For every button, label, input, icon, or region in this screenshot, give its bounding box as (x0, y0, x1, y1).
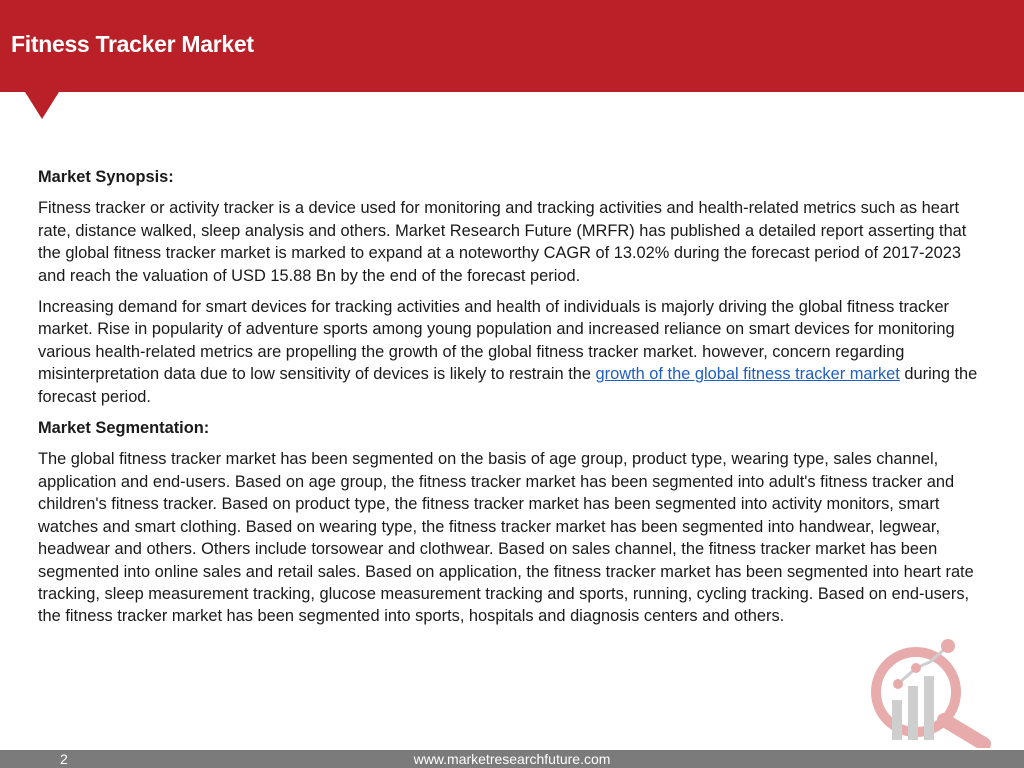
header-pointer (25, 92, 59, 119)
synopsis-paragraph-2 (38, 296, 988, 408)
synopsis-paragraph-2-end: during the forecast period. (38, 365, 978, 406)
growth-market-link[interactable]: growth of the global fitness tracker market (595, 365, 900, 384)
synopsis-paragraph-2-text: Increasing demand for smart devices for tracking activities and health of individuals is majorly driving the global fitness tracker market. Rise in popularity of adventure sports among young population and increased reliance on smart devices for monitoring various health-related metrics are propelling the growth of the global fitness tracker market. however, concern regarding misinterpretation data due to low sensitivity of devices is likely to restrain the (38, 298, 955, 384)
footer-bar (0, 750, 1024, 768)
footer-url: www.marketresearchfuture.com (413, 751, 611, 767)
synopsis-heading: Market Synopsis: (38, 168, 174, 186)
segmentation-heading: Market Segmentation: (38, 419, 210, 438)
synopsis-paragraph-1: Fitness tracker or activity tracker is a device used for monitoring and tracking activities and health-related metrics such as heart rate, distance walked, sleep analysis and others. Market Research Future (MRFR) has published a detailed report asserting that the global fitness tracker market is marked to expand at a noteworthy CAGR of 13.02% during the forecast period of 2017-2023 and reach the valuation of USD 15.88 Bn by the end of the forecast period. (38, 199, 967, 285)
page-number: 2 (60, 751, 68, 767)
main-content (38, 166, 988, 637)
header-bar (0, 0, 1024, 92)
page-title: Fitness Tracker Market (11, 31, 254, 57)
segmentation-paragraph: The global fitness tracker market has been segmented on the basis of age group, product type, wearing type, sales channel, application and end-users. Based on age group, the fitness tracker market has been segmented into adult's fitness tracker and children's fitness tracker. Based on product type, the fitness tracker market has been segmented into activity monitors, smart watches and smart clothing. Based on wearing type, the fitness tracker market has been segmented into handwear, legwear, headwear and others. Others include torsowear and clothwear. Based on sales channel, the fitness tracker market has been segmented into online sales and retail sales. Based on application, the fitness tracker market has been segmented into heart rate tracking, sleep measurement tracking, glucose measurement tracking and sports, running, cycling tracking. Based on end-users, the fitness tracker market has been segmented into sports, hospitals and diagnosis centers and others. (38, 450, 974, 626)
magnifier-chart-logo-icon (858, 632, 998, 748)
